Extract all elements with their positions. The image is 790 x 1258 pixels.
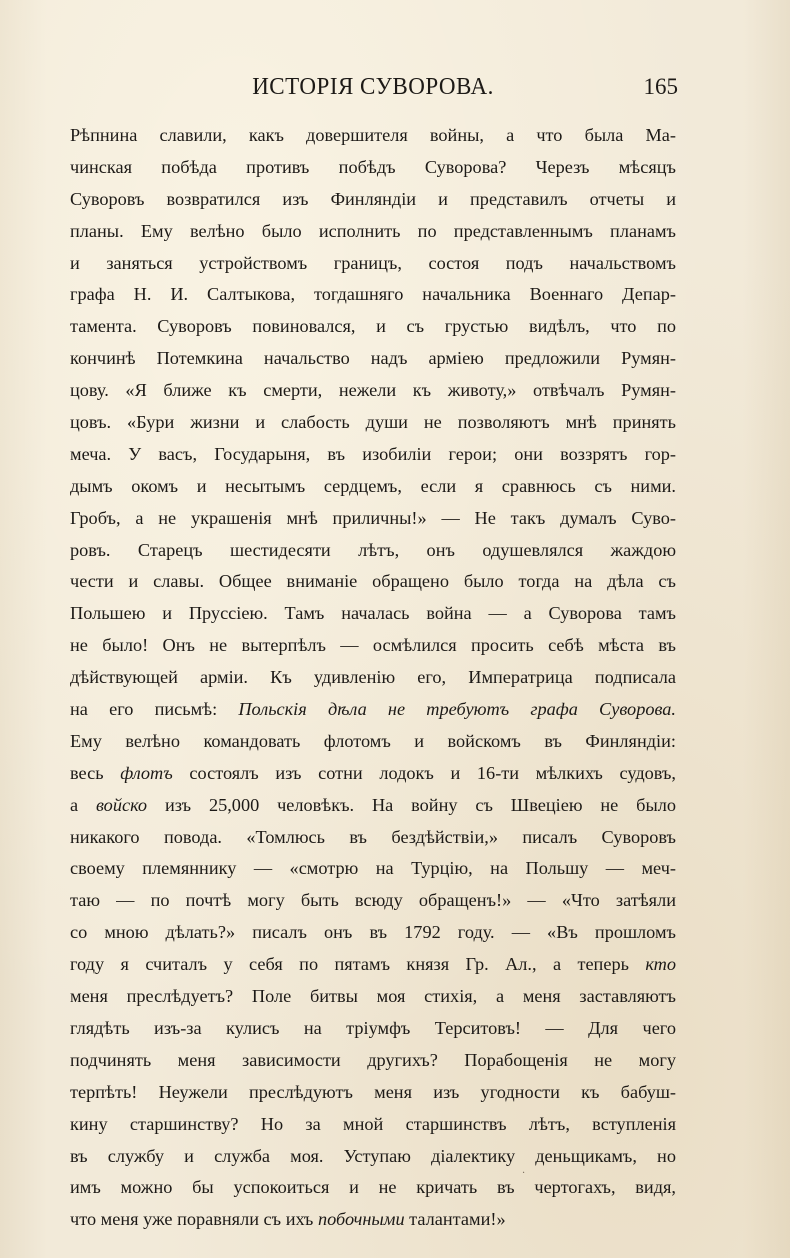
text-segment: терпѣть! Неужели преслѣдуютъ меня изъ угодности къ бабуш- — [70, 1081, 676, 1102]
text-line — [70, 662, 676, 694]
text-segment: Гробъ, а не украшенія мнѣ приличны!» — Не такъ думалъ Суво- — [70, 507, 676, 528]
text-segment: и заняться устройствомъ границъ, состоя подъ начальствомъ — [70, 252, 676, 273]
text-segment: дымъ окомъ и несытымъ сердцемъ, если я сравнюсь съ ними. — [70, 475, 676, 496]
text-line — [70, 822, 676, 854]
text-segment: цову. «Я ближе къ смерти, нежели къ животу,» отвѣчалъ Румян- — [70, 380, 676, 401]
text-line — [70, 885, 676, 917]
text-segment: планы. Ему велѣно было исполнить по представленнымъ планамъ — [70, 220, 676, 241]
text-line — [70, 1172, 676, 1204]
text-line — [70, 471, 676, 503]
text-line — [70, 279, 676, 311]
text-segment: кину старшинству? Но за мной старшинствъ лѣтъ, вступленія — [70, 1113, 676, 1134]
text-line — [70, 758, 676, 790]
text-segment: талантами!» — [404, 1209, 506, 1230]
text-line — [70, 566, 676, 598]
italic-text: войско — [95, 794, 148, 815]
text-line — [70, 503, 676, 535]
italic-text: Польскія дѣла не требуютъ графа Суворова. — [238, 699, 676, 720]
text-line — [70, 248, 676, 280]
text-line — [70, 949, 676, 981]
text-segment: кончинѣ Потемкина начальство надъ арміею предложили Румян- — [70, 348, 676, 369]
text-segment: своему племяннику — «смотрю на Турцію, на Польшу — меч- — [70, 858, 676, 879]
text-line — [70, 1077, 676, 1109]
text-segment: а — [70, 794, 96, 815]
text-line — [70, 694, 676, 726]
text-line — [70, 343, 676, 375]
text-line — [70, 1013, 676, 1045]
text-line — [70, 630, 676, 662]
text-segment: со мною дѣлать?» писалъ онъ въ 1792 году. — «Въ прошломъ — [70, 922, 676, 943]
text-segment: чести и славы. Общее вниманіе обращено было тогда на дѣла съ — [70, 571, 676, 592]
text-line — [70, 598, 676, 630]
text-line — [70, 726, 676, 758]
text-segment: ровъ. Старецъ шестидесяти лѣтъ, онъ одушевлялся жаждою — [70, 539, 676, 560]
text-line — [70, 407, 676, 439]
text-segment: на его письмѣ: — [70, 699, 239, 720]
text-line — [70, 535, 676, 567]
text-line — [70, 853, 676, 885]
text-segment: имъ можно бы успокоиться и не кричать въ чертогахъ, видя, — [70, 1177, 676, 1198]
text-segment: состоялъ изъ сотни лодокъ и 16-ти мѣлкихъ судовъ, — [172, 762, 676, 783]
printer-mark: · — [522, 1168, 526, 1179]
text-line — [70, 375, 676, 407]
text-line — [70, 1141, 676, 1173]
text-segment: въ службу и служба моя. Уступаю діалектику деньщикамъ, но — [70, 1145, 676, 1166]
text-segment: Суворовъ возвратился изъ Финляндіи и представилъ отчеты и — [70, 188, 676, 209]
body-text — [70, 120, 676, 1236]
text-segment: году я считалъ у себя по пятамъ князя Гр. Ал., а теперь — [70, 954, 646, 975]
text-segment: меня преслѣдуетъ? Поле битвы моя стихія, а меня заставляютъ — [70, 986, 676, 1007]
text-segment: никакого повода. «Томлюсь въ бездѣйствіи,» писалъ Суворовъ — [70, 826, 676, 847]
italic-text: кто — [645, 954, 676, 975]
text-segment: чинская побѣда противъ побѣдъ Суворова? Черезъ мѣсяцъ — [70, 156, 676, 177]
text-line — [70, 216, 676, 248]
text-line — [70, 1109, 676, 1141]
running-title: ИСТОРІЯ СУВОРОВА. — [252, 74, 494, 100]
text-segment: изъ 25,000 человѣкъ. На войну съ Швеціею не было — [147, 794, 676, 815]
page-number: 165 — [643, 74, 678, 99]
text-line — [70, 1204, 676, 1236]
italic-text: флотъ — [120, 762, 173, 783]
text-segment: глядѣть изъ-за кулисъ на тріумфъ Терситовъ! — Для чего — [70, 1017, 676, 1038]
text-segment: весь — [70, 762, 121, 783]
text-line — [70, 311, 676, 343]
text-segment: цовъ. «Бури жизни и слабость души не позволяютъ мнѣ принять — [70, 412, 676, 433]
italic-text: побочными — [317, 1209, 405, 1230]
text-segment: тамента. Суворовъ повиновался, и съ грустью видѣлъ, что по — [70, 316, 676, 337]
text-line — [70, 152, 676, 184]
text-line — [70, 981, 676, 1013]
text-segment: таю — по почтѣ могу быть всюду обращенъ!» — «Что затѣяли — [70, 890, 676, 911]
text-line — [70, 1045, 676, 1077]
text-line — [70, 184, 676, 216]
text-segment: меча. У васъ, Государыня, въ изобиліи герои; они воззрятъ гор- — [70, 443, 676, 464]
text-line — [70, 120, 676, 152]
text-segment: не было! Онъ не вытерпѣлъ — осмѣлился просить себѣ мѣста въ — [70, 635, 676, 656]
text-line — [70, 790, 676, 822]
text-line — [70, 917, 676, 949]
text-line — [70, 439, 676, 471]
text-segment: графа Н. И. Салтыкова, тогдашняго начальника Военнаго Депар- — [70, 284, 676, 305]
text-segment: Польшею и Пруссіею. Тамъ началась война — а Суворова тамъ — [70, 603, 676, 624]
text-segment: Рѣпнина славили, какъ довершителя войны, а что была Ма- — [70, 125, 676, 145]
text-segment: что меня уже поравняли съ ихъ — [70, 1209, 318, 1230]
page-header — [70, 72, 676, 112]
text-segment: подчинять меня зависимости другихъ? Порабощенія не могу — [70, 1049, 676, 1070]
text-segment: дѣйствующей арміи. Къ удивленію его, Императрица подписала — [70, 667, 676, 688]
text-segment: Ему велѣно командовать флотомъ и войскомъ въ Финляндіи: — [70, 730, 676, 751]
